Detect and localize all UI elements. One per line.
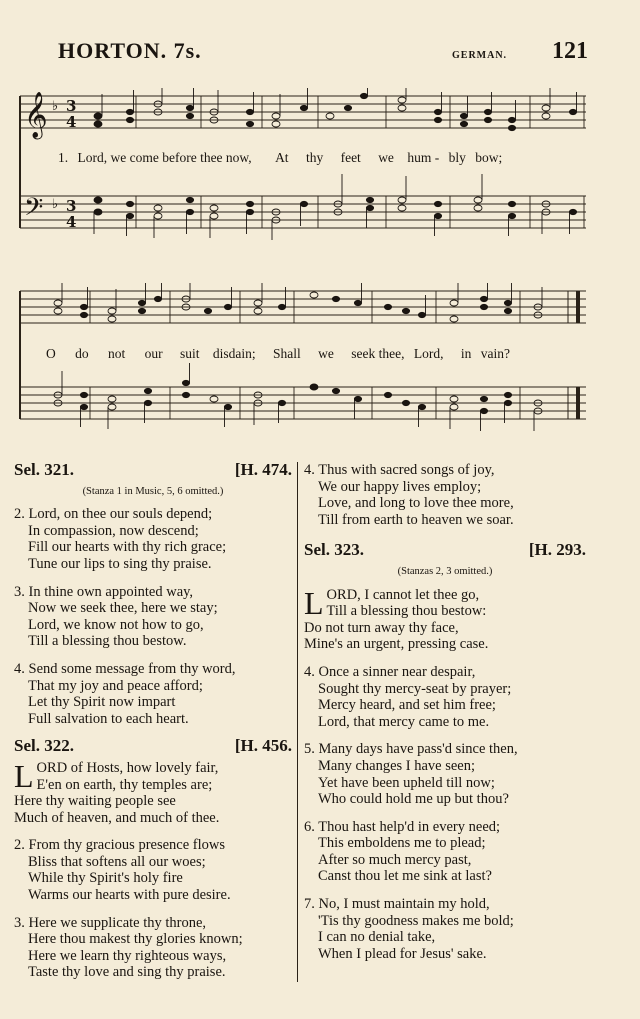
verse-line: ORD, I cannot let thee go, — [326, 586, 480, 603]
verse-line: Lord, that mercy came to me. — [318, 713, 490, 730]
tune-title: HORTON. 7s. — [58, 38, 202, 63]
verse-line: I can no denial take, — [318, 929, 436, 946]
verse-line: Now we seek thee, here we stay; — [28, 600, 218, 617]
lyric-syllable: we — [318, 346, 334, 361]
verse-line: Do not turn away thy face, — [304, 619, 459, 636]
verse-line: Till from earth to heaven we soar. — [318, 511, 514, 528]
verse-line: Taste thy love and sing thy praise. — [28, 964, 226, 981]
lyric-syllable: bly — [448, 150, 466, 165]
drop-cap: L — [304, 584, 324, 621]
lyrics-line-1 — [58, 150, 578, 166]
stanza — [304, 584, 586, 653]
lyric-syllable: suit — [180, 346, 200, 361]
svg-text:𝄢: 𝄢 — [24, 193, 44, 228]
lyric-syllable: Shall — [273, 346, 301, 361]
verse-line: Love, and long to love thee more, — [318, 495, 514, 512]
lyric-syllable: not — [108, 346, 126, 361]
lyric-syllable: seek thee, — [351, 346, 405, 361]
stanza — [14, 837, 292, 903]
verse-line: 4. Send some message from thy word, — [14, 660, 236, 677]
lyric-phrase: Lord, we come before thee now, — [77, 150, 252, 165]
verse-line: Full salvation to each heart. — [28, 710, 189, 727]
lyric-syllable: disdain; — [212, 346, 256, 361]
selection-note: (Stanza 1 in Music, 5, 6 omitted.) — [82, 485, 224, 497]
verse-line: 4. Once a sinner near despair, — [304, 663, 476, 680]
stanza — [14, 584, 292, 650]
verse-line: Mercy heard, and set him free; — [318, 697, 496, 714]
svg-text:4: 4 — [66, 113, 77, 131]
verse-line: Fill our hearts with thy rich grace; — [28, 539, 227, 556]
selection-323-heading — [304, 542, 586, 559]
hymn-reference: [H. 456. — [234, 736, 292, 756]
column-divider — [297, 462, 298, 982]
verse-line: Tune our lips to sing thy praise. — [28, 555, 212, 572]
lyric-syllable: in — [460, 346, 472, 361]
verse-line: 4. Thus with sacred songs of joy, — [304, 462, 495, 478]
verse-line: 7. No, I must maintain my hold, — [304, 896, 490, 913]
tune-source: GERMAN. — [452, 50, 508, 61]
lyric-syllable: Lord, — [413, 346, 444, 361]
verse-line: Mine's an urgent, pressing case. — [304, 636, 489, 653]
svg-text:♭: ♭ — [52, 99, 59, 114]
lyric-syllable: feet — [340, 150, 361, 165]
lyrics-line-2 — [46, 346, 566, 362]
hymn-reference: [H. 293. — [528, 540, 586, 560]
stanza — [304, 664, 586, 730]
verse-line: In compassion, now descend; — [28, 522, 199, 539]
verse-line: This emboldens me to plead; — [318, 835, 486, 852]
verse-line: 2. Lord, on thee our souls depend; — [14, 506, 213, 523]
selection-number: Sel. 323. — [304, 540, 364, 560]
stanza — [14, 661, 292, 727]
verse-line: We our happy lives employ; — [318, 478, 482, 495]
lyric-syllable: bow; — [475, 150, 503, 165]
drop-cap: L — [14, 757, 34, 794]
hymn-reference: [H. 474. — [234, 460, 292, 479]
verse-line: ORD of Hosts, how lovely fair, — [36, 759, 219, 776]
stanza — [304, 896, 586, 962]
verse-line: Sought thy mercy-seat by prayer; — [318, 680, 512, 697]
selection-322-heading — [14, 738, 292, 755]
svg-text:♭: ♭ — [52, 197, 59, 212]
verse-line: 2. From thy gracious presence flows — [14, 837, 226, 854]
verse-line: After so much mercy past, — [318, 851, 472, 868]
verse-line: Canst thou let me sink at last? — [318, 868, 492, 885]
verse-line: Here thy waiting people see — [14, 793, 176, 810]
lyric-syllable: O — [46, 346, 56, 361]
lyric-syllable: our — [144, 346, 163, 361]
lyric-syllable: hum - — [407, 150, 440, 165]
verse-line: Lord, we know not how to go, — [28, 616, 204, 633]
verse-line: 6. Thou hast help'd in every need; — [304, 818, 501, 835]
stanza — [14, 757, 292, 826]
verse-line: When I plead for Jesus' sake. — [318, 945, 487, 962]
verse-line: Yet have been upheld till now; — [318, 774, 495, 791]
lyric-syllable: thy — [305, 150, 324, 165]
verse-line: Much of heaven, and much of thee. — [14, 809, 220, 826]
verse-line: Till a blessing thou bestow. — [28, 633, 187, 650]
verse-line: 'Tis thy goodness makes me bold; — [318, 912, 514, 929]
stanza — [14, 915, 292, 981]
selection-note: (Stanzas 2, 3 omitted.) — [397, 565, 493, 577]
lyric-syllable: vain? — [480, 346, 511, 361]
verse-number: 1. — [58, 150, 69, 165]
left-column — [14, 462, 292, 992]
verse-line: That my joy and peace afford; — [28, 677, 203, 694]
svg-text:3: 3 — [66, 97, 77, 115]
verse-line: Many changes I have seen; — [318, 757, 476, 774]
page-number: 121 — [552, 38, 588, 64]
stanza — [304, 819, 586, 885]
verse-line: 3. In thine own appointed way, — [14, 583, 194, 600]
verse-line: 3. Here we supplicate thy throne, — [14, 914, 207, 931]
verse-line: E'en on earth, thy temples are; — [36, 776, 213, 793]
verse-line: Warms our hearts with pure desire. — [28, 887, 231, 904]
svg-text:𝄞: 𝄞 — [24, 92, 48, 138]
stanza — [304, 741, 586, 807]
verse-line: While thy Spirit's holy fire — [28, 870, 183, 887]
svg-text:3: 3 — [66, 197, 77, 215]
svg-text:4: 4 — [66, 213, 77, 231]
right-column — [304, 462, 586, 973]
verse-line: 5. Many days have pass'd since then, — [304, 741, 518, 758]
verse-line: Till a blessing thou bestow: — [326, 603, 487, 620]
verse-line: Here we learn thy righteous ways, — [28, 947, 227, 964]
selection-321-heading — [14, 462, 292, 479]
lyric-syllable: we — [378, 150, 394, 165]
stanza — [14, 506, 292, 572]
lyric-syllable: At — [275, 150, 289, 165]
selection-number: Sel. 321. — [14, 460, 74, 479]
verse-line: Here thou makest thy glories known; — [28, 931, 243, 948]
verse-line: Let thy Spirit now impart — [28, 694, 176, 711]
stanza — [304, 462, 586, 528]
selection-number: Sel. 322. — [14, 736, 74, 756]
verse-line: Bliss that softens all our woes; — [28, 853, 206, 870]
lyric-syllable: do — [75, 346, 89, 361]
verse-line: Who could hold me up but thou? — [318, 791, 509, 808]
